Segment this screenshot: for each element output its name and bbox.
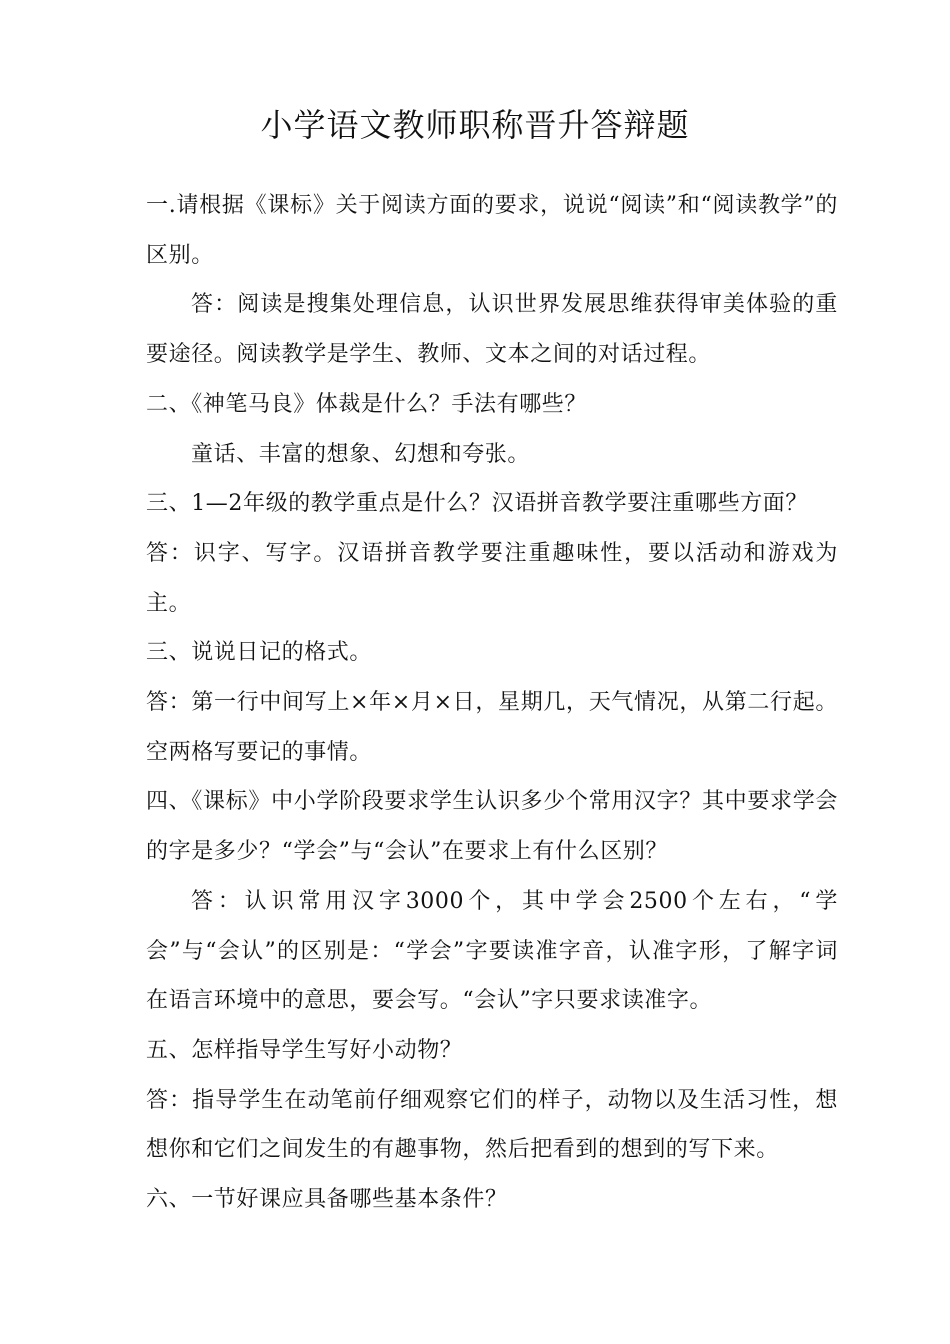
answer-5: 答：指导学生在动笔前仔细观察它们的样子，动物以及生活习性，想想你和它们之间发生的有趣事物，然后把看到的想到的写下来。	[146, 1087, 838, 1163]
answer-3: 答：识字、写字。汉语拼音教学要注重趣味性，要以活动和游戏为主。	[146, 540, 838, 616]
question-1: 一.请根据《课标》关于阅读方面的要求，说说“阅读”和“阅读教学”的区别。	[146, 193, 838, 268]
document-title: 小学语文教师职称晋升答辩题	[260, 106, 690, 144]
question-3: 三、1—2年级的教学重点是什么？汉语拼音教学要注重哪些方面？	[146, 491, 808, 517]
question-4: 四、《课标》中小学阶段要求学生认识多少个常用汉字？其中要求学会的字是多少？“学会”与“会认”在要求上有什么区别？	[146, 789, 838, 865]
answer-3b: 答：第一行中间写上×年×月×日，星期几，天气情况，从第二行起。空两格写要记的事情。	[146, 690, 838, 765]
answer-1: 答：阅读是搜集处理信息，认识世界发展思维获得审美体验的重要途径。阅读教学是学生、教师、文本之间的对话过程。	[146, 292, 838, 368]
answer-4: 答：认识常用汉字3000个，其中学会2500个左右，“学会”与“会认”的区别是：“学会”字要读准字音，认准字形，了解字词在语言环境中的意思，要会写。“会认”字只要求读准字。	[146, 888, 838, 1014]
question-6: 六、一节好课应具备哪些基本条件？	[146, 1187, 508, 1213]
question-3b: 三、说说日记的格式。	[146, 640, 373, 666]
question-5: 五、怎样指导学生写好小动物？	[146, 1037, 463, 1063]
question-2: 二、《神笔马良》体裁是什么？手法有哪些？	[146, 391, 588, 417]
document-body	[146, 181, 838, 1225]
answer-2: 童话、丰富的想象、幻想和夸张。	[191, 441, 531, 467]
